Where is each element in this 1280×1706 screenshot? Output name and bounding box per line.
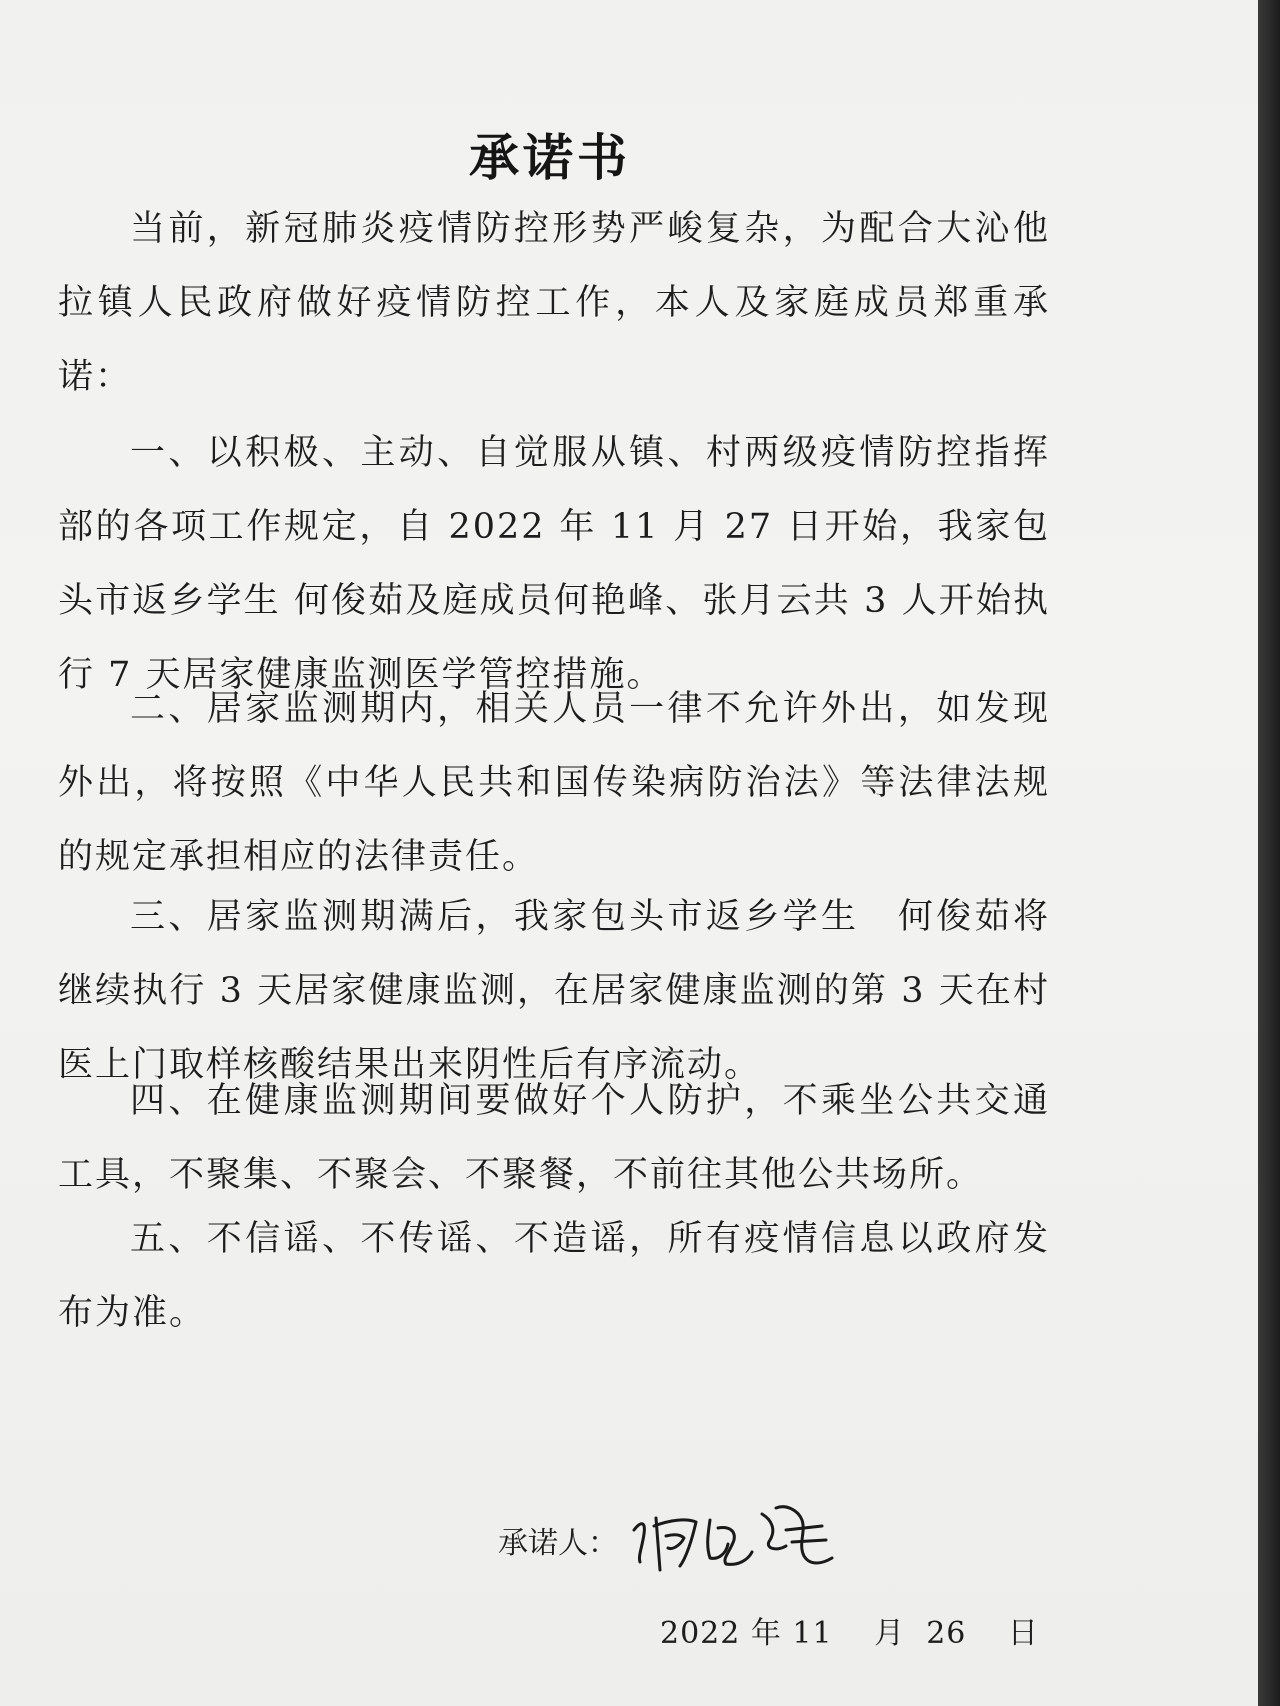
paragraph-item-1: 一、以积极、主动、自觉服从镇、村两级疫情防控指挥部的各项工作规定，自 2022 年 11 月 27 日开始，我家包头市返乡学生 何俊茹及庭成员何艳峰、张月云共 3 人开始执行 7 天居家健康监测医学管控措施。 xyxy=(58,433,1050,695)
paragraph-item-3: 三、居家监测期满后，我家包头市返乡学生 何俊茹将继续执行 3 天居家健康监测，在居家健康监测的第 3 天在村医上门取样核酸结果出来阴性后有序流动。 xyxy=(58,897,1050,1085)
page-edge xyxy=(1258,0,1280,1706)
paragraph-item-4: 四、在健康监测期间要做好个人防护，不乘坐公共交通工具，不聚集、不聚会、不聚餐，不前往其他公共场所。 xyxy=(58,1081,1050,1195)
paragraph-item-2: 二、居家监测期内，相关人员一律不允许外出，如发现外出，将按照《中华人民共和国传染病防治法》等法律法规的规定承担相应的法律责任。 xyxy=(58,689,1050,877)
document-title: 承诺书 xyxy=(469,128,631,187)
signature-label: 承诺人： xyxy=(498,1526,618,1561)
handwritten-signature xyxy=(626,1500,846,1580)
paragraph-item-5: 五、不信谣、不传谣、不造谣，所有疫情信息以政府发布为准。 xyxy=(58,1219,1050,1333)
paragraph-intro: 当前，新冠肺炎疫情防控形势严峻复杂，为配合大沁他拉镇人民政府做好疫情防控工作，本人及家庭成员郑重承诺： xyxy=(58,209,1050,397)
signing-date: 2022 年 11 月 26 日 xyxy=(660,1616,1039,1651)
signature-block xyxy=(498,1500,978,1580)
